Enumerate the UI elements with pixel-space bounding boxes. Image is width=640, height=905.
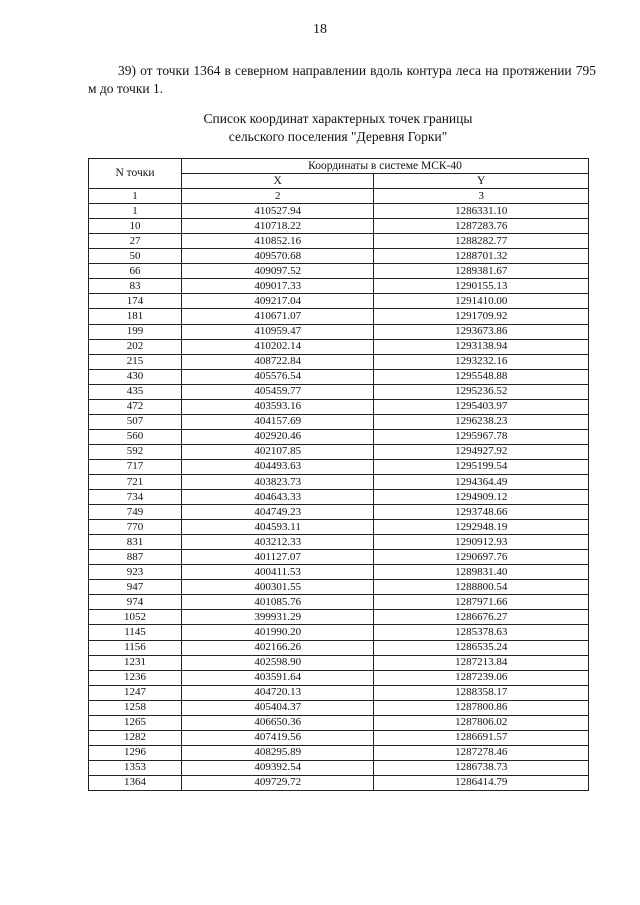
y-coordinate-cell: 1294909.12 [374,490,589,505]
y-coordinate-cell: 1295548.88 [374,369,589,384]
table-caption [88,110,588,146]
point-number-cell: 1236 [89,670,182,685]
point-number-cell: 749 [89,505,182,520]
point-number-cell: 770 [89,520,182,535]
y-coordinate-cell: 1293138.94 [374,339,589,354]
x-coordinate-cell: 404157.69 [182,414,374,429]
x-coordinate-cell: 404643.33 [182,490,374,505]
x-coordinate-cell: 399931.29 [182,610,374,625]
x-coordinate-cell: 408295.89 [182,745,374,760]
header-point-number: N точки [89,159,182,189]
y-coordinate-cell: 1287971.66 [374,595,589,610]
point-number-cell: 50 [89,249,182,264]
table-row [89,745,589,760]
table-row [89,730,589,745]
x-coordinate-cell: 401085.76 [182,595,374,610]
page-number: 18 [313,22,327,37]
point-number-cell: 734 [89,490,182,505]
point-number-cell: 947 [89,580,182,595]
x-coordinate-cell: 401990.20 [182,625,374,640]
point-number-cell: 1156 [89,640,182,655]
table-row [89,580,589,595]
point-number-cell: 1247 [89,685,182,700]
y-coordinate-cell: 1287239.06 [374,670,589,685]
table-row [89,294,589,309]
x-coordinate-cell: 409097.52 [182,264,374,279]
column-index-row [89,189,589,204]
x-coordinate-cell: 404593.11 [182,520,374,535]
table-row [89,610,589,625]
x-coordinate-cell: 410852.16 [182,234,374,249]
y-coordinate-cell: 1285378.63 [374,625,589,640]
table-row [89,354,589,369]
table-row [89,535,589,550]
y-coordinate-cell: 1289831.40 [374,565,589,580]
y-coordinate-cell: 1287278.46 [374,745,589,760]
x-coordinate-cell: 405459.77 [182,384,374,399]
point-number-cell: 1282 [89,730,182,745]
table-row [89,369,589,384]
y-coordinate-cell: 1290912.93 [374,535,589,550]
table-row [89,490,589,505]
header-coordinate-system: Координаты в системе МСК-40 [182,159,589,174]
caption-line-2: сельского поселения "Деревня Горки" [228,129,448,144]
y-coordinate-cell: 1293748.66 [374,505,589,520]
table-row [89,339,589,354]
table-row [89,550,589,565]
point-number-cell: 1353 [89,760,182,775]
point-number-cell: 1364 [89,775,182,790]
table-row [89,775,589,790]
table-row [89,309,589,324]
y-coordinate-cell: 1288800.54 [374,580,589,595]
point-number-cell: 923 [89,565,182,580]
y-coordinate-cell: 1287800.86 [374,700,589,715]
y-coordinate-cell: 1294927.92 [374,444,589,459]
table-row [89,204,589,219]
y-coordinate-cell: 1295967.78 [374,429,589,444]
caption-line-1: Список координат характерных точек границы [203,111,473,126]
point-number-cell: 721 [89,474,182,489]
y-coordinate-cell: 1287283.76 [374,219,589,234]
x-coordinate-cell: 409392.54 [182,760,374,775]
y-coordinate-cell: 1295403.97 [374,399,589,414]
table-row [89,760,589,775]
point-number-cell: 1231 [89,655,182,670]
x-coordinate-cell: 403212.33 [182,535,374,550]
y-coordinate-cell: 1288282.77 [374,234,589,249]
table-row [89,640,589,655]
table-row [89,670,589,685]
table-row [89,655,589,670]
y-coordinate-cell: 1288701.32 [374,249,589,264]
x-coordinate-cell: 410959.47 [182,324,374,339]
x-coordinate-cell: 409729.72 [182,775,374,790]
point-number-cell: 66 [89,264,182,279]
x-coordinate-cell: 402598.90 [182,655,374,670]
point-number-cell: 717 [89,459,182,474]
point-number-cell: 1145 [89,625,182,640]
y-coordinate-cell: 1296238.23 [374,414,589,429]
header-x: X [182,174,374,189]
y-coordinate-cell: 1289381.67 [374,264,589,279]
table-row [89,444,589,459]
x-coordinate-cell: 401127.07 [182,550,374,565]
table-row [89,324,589,339]
y-coordinate-cell: 1290155.13 [374,279,589,294]
y-coordinate-cell: 1291709.92 [374,309,589,324]
x-coordinate-cell: 409217.04 [182,294,374,309]
coordinates-table [88,158,589,791]
table-row [89,715,589,730]
x-coordinate-cell: 407419.56 [182,730,374,745]
y-coordinate-cell: 1295236.52 [374,384,589,399]
y-coordinate-cell: 1294364.49 [374,474,589,489]
boundary-description: 39) от точки 1364 в северном направлении вдоль контура леса на протяжении 795 м до точки 1. [88,63,596,96]
point-number-cell: 560 [89,429,182,444]
x-coordinate-cell: 405576.54 [182,369,374,384]
table-row [89,384,589,399]
table-row [89,414,589,429]
table-row [89,249,589,264]
y-coordinate-cell: 1292948.19 [374,520,589,535]
y-coordinate-cell: 1286414.79 [374,775,589,790]
y-coordinate-cell: 1286676.27 [374,610,589,625]
table-row [89,399,589,414]
y-coordinate-cell: 1286738.73 [374,760,589,775]
header-y: Y [374,174,589,189]
point-number-cell: 831 [89,535,182,550]
point-number-cell: 974 [89,595,182,610]
point-number-cell: 10 [89,219,182,234]
x-coordinate-cell: 410202.14 [182,339,374,354]
table-row [89,279,589,294]
x-coordinate-cell: 403591.64 [182,670,374,685]
x-coordinate-cell: 404720.13 [182,685,374,700]
column-index-cell: 2 [182,189,374,204]
y-coordinate-cell: 1295199.54 [374,459,589,474]
y-coordinate-cell: 1290697.76 [374,550,589,565]
y-coordinate-cell: 1286535.24 [374,640,589,655]
point-number-cell: 507 [89,414,182,429]
x-coordinate-cell: 404749.23 [182,505,374,520]
x-coordinate-cell: 403593.16 [182,399,374,414]
column-index-cell: 1 [89,189,182,204]
x-coordinate-cell: 410527.94 [182,204,374,219]
point-number-cell: 1052 [89,610,182,625]
table-row [89,429,589,444]
point-number-cell: 472 [89,399,182,414]
x-coordinate-cell: 400301.55 [182,580,374,595]
point-number-cell: 1 [89,204,182,219]
point-number-cell: 435 [89,384,182,399]
point-number-cell: 202 [89,339,182,354]
x-coordinate-cell: 408722.84 [182,354,374,369]
y-coordinate-cell: 1293673.86 [374,324,589,339]
x-coordinate-cell: 402107.85 [182,444,374,459]
table-row [89,595,589,610]
point-number-cell: 1265 [89,715,182,730]
table-row [89,565,589,580]
table-row [89,474,589,489]
point-number-cell: 83 [89,279,182,294]
x-coordinate-cell: 404493.63 [182,459,374,474]
point-number-cell: 27 [89,234,182,249]
point-number-cell: 215 [89,354,182,369]
point-number-cell: 181 [89,309,182,324]
y-coordinate-cell: 1287213.84 [374,655,589,670]
table-row [89,264,589,279]
point-number-cell: 430 [89,369,182,384]
column-index-cell: 3 [374,189,589,204]
x-coordinate-cell: 409017.33 [182,279,374,294]
y-coordinate-cell: 1288358.17 [374,685,589,700]
y-coordinate-cell: 1286691.57 [374,730,589,745]
x-coordinate-cell: 409570.68 [182,249,374,264]
x-coordinate-cell: 405404.37 [182,700,374,715]
point-number-cell: 1258 [89,700,182,715]
table-row [89,700,589,715]
y-coordinate-cell: 1286331.10 [374,204,589,219]
table-row [89,219,589,234]
x-coordinate-cell: 410671.07 [182,309,374,324]
y-coordinate-cell: 1287806.02 [374,715,589,730]
y-coordinate-cell: 1291410.00 [374,294,589,309]
table-row [89,459,589,474]
x-coordinate-cell: 406650.36 [182,715,374,730]
table-row [89,234,589,249]
point-number-cell: 592 [89,444,182,459]
point-number-cell: 887 [89,550,182,565]
point-number-cell: 1296 [89,745,182,760]
point-number-cell: 199 [89,324,182,339]
table-row [89,685,589,700]
table-row [89,505,589,520]
point-number-cell: 174 [89,294,182,309]
x-coordinate-cell: 402920.46 [182,429,374,444]
x-coordinate-cell: 410718.22 [182,219,374,234]
x-coordinate-cell: 403823.73 [182,474,374,489]
x-coordinate-cell: 402166.26 [182,640,374,655]
table-row [89,625,589,640]
y-coordinate-cell: 1293232.16 [374,354,589,369]
table-row [89,520,589,535]
x-coordinate-cell: 400411.53 [182,565,374,580]
